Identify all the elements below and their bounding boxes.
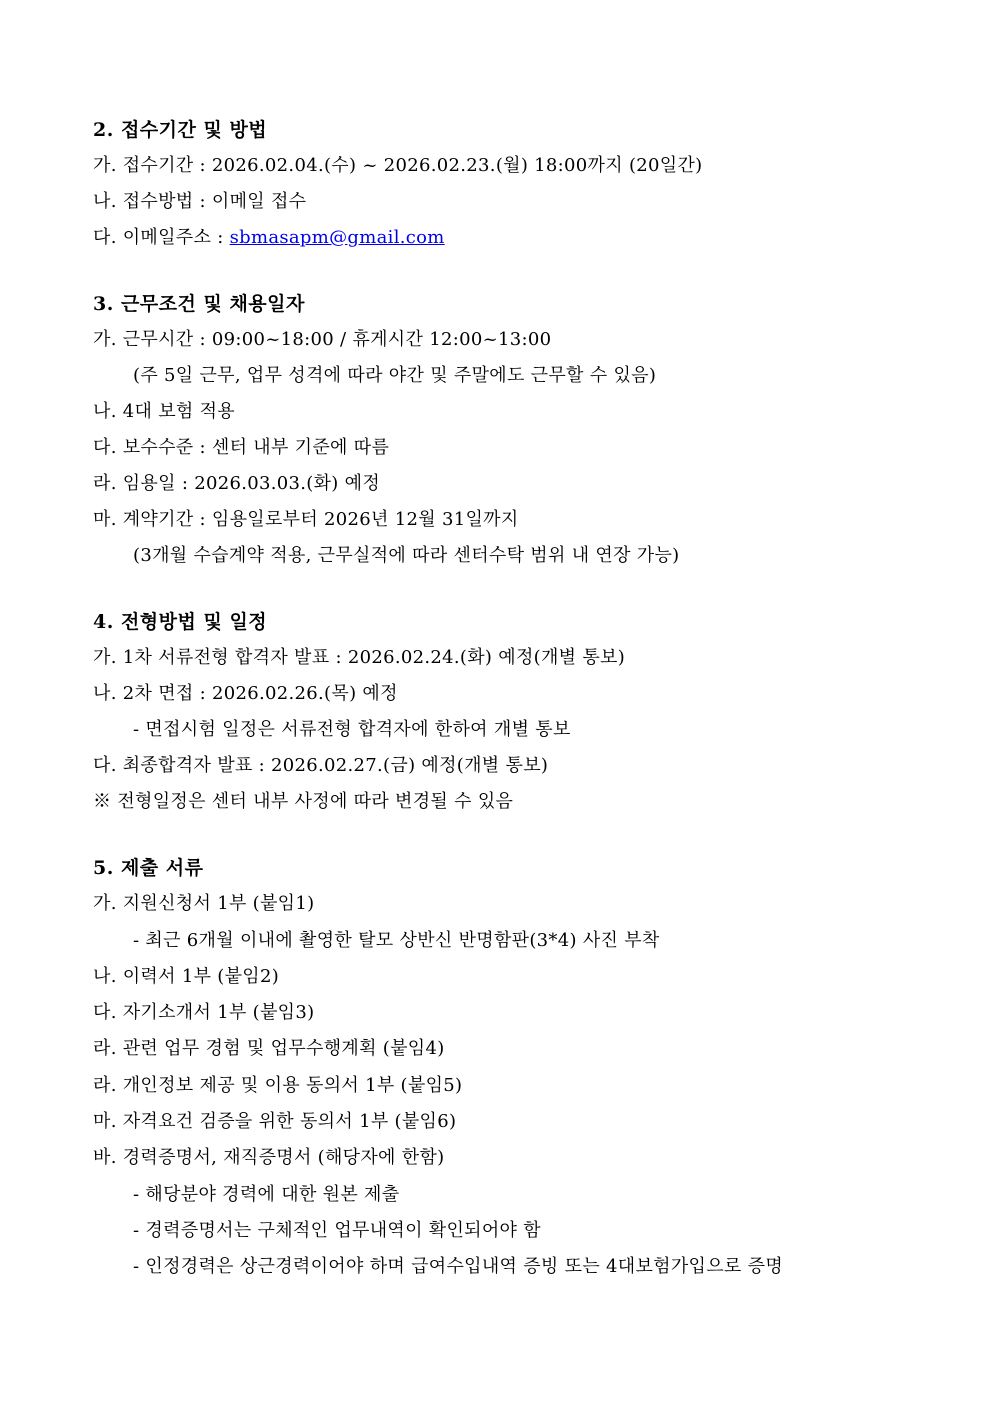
email-link[interactable]: sbmasapm@gmail.com bbox=[229, 227, 445, 248]
list-item: 나. 2차 면접 : 2026.02.26.(목) 예정 bbox=[93, 683, 398, 704]
list-item: 가. 지원신청서 1부 (붙임1) bbox=[93, 893, 315, 915]
section-selection-schedule bbox=[93, 604, 913, 820]
list-item: 다. 자기소개서 1부 (붙임3) bbox=[93, 1002, 315, 1024]
list-subitem: - 면접시험 일정은 서류전형 합격자에 한하여 개별 통보 bbox=[133, 719, 571, 740]
section-work-conditions bbox=[93, 286, 913, 574]
list-item: 라. 관련 업무 경험 및 업무수행계획 (붙임4) bbox=[93, 1038, 445, 1060]
list-subitem: (3개월 수습계약 적용, 근무실적에 따라 센터수탁 범위 내 연장 가능) bbox=[133, 545, 680, 566]
document-page bbox=[93, 112, 913, 1316]
list-item: 라. 개인정보 제공 및 이용 동의서 1부 (붙임5) bbox=[93, 1074, 463, 1096]
section-title: 4. 전형방법 및 일정 bbox=[93, 611, 268, 633]
list-item: 나. 4대 보험 적용 bbox=[93, 401, 235, 422]
list-item: 마. 자격요건 검증을 위한 동의서 1부 (붙임6) bbox=[93, 1111, 457, 1133]
list-item: 다. 최종합격자 발표 : 2026.02.27.(금) 예정(개별 통보) bbox=[93, 755, 549, 776]
note-item: ※ 전형일정은 센터 내부 사정에 따라 변경될 수 있음 bbox=[93, 791, 514, 812]
list-item: 나. 이력서 1부 (붙임2) bbox=[93, 965, 280, 987]
list-item: 나. 접수방법 : 이메일 접수 bbox=[93, 191, 307, 212]
list-subitem: - 인정경력은 상근경력이어야 하며 급여수입내역 증빙 또는 4대보험가입으로 증명 bbox=[133, 1256, 784, 1278]
list-subitem: (주 5일 근무, 업무 성격에 따라 야간 및 주말에도 근무할 수 있음) bbox=[133, 365, 657, 386]
list-item-email bbox=[93, 220, 913, 256]
list-item: 가. 1차 서류전형 합격자 발표 : 2026.02.24.(화) 예정(개별 통보) bbox=[93, 647, 626, 668]
list-item: 라. 임용일 : 2026.03.03.(화) 예정 bbox=[93, 473, 381, 494]
list-item: 다. 보수수준 : 센터 내부 기준에 따름 bbox=[93, 437, 390, 458]
email-label: 다. 이메일주소 : bbox=[93, 227, 230, 248]
list-subitem: - 최근 6개월 이내에 촬영한 탈모 상반신 반명함판(3*4) 사진 부착 bbox=[133, 929, 660, 951]
list-item: 가. 접수기간 : 2026.02.04.(수) ~ 2026.02.23.(월) 18:00까지 (20일간) bbox=[93, 155, 703, 176]
section-title: 5. 제출 서류 bbox=[93, 857, 204, 879]
list-item: 바. 경력증명서, 재직증명서 (해당자에 한함) bbox=[93, 1147, 445, 1169]
list-subitem: - 해당분야 경력에 대한 원본 제출 bbox=[133, 1183, 400, 1205]
section-submission-documents bbox=[93, 850, 913, 1286]
list-item: 가. 근무시간 : 09:00~18:00 / 휴게시간 12:00~13:00 bbox=[93, 329, 552, 350]
section-title: 2. 접수기간 및 방법 bbox=[93, 119, 268, 141]
section-title: 3. 근무조건 및 채용일자 bbox=[93, 293, 305, 315]
list-subitem: - 경력증명서는 구체적인 업무내역이 확인되어야 함 bbox=[133, 1219, 541, 1241]
section-application-period bbox=[93, 112, 913, 256]
list-item: 마. 계약기간 : 임용일로부터 2026년 12월 31일까지 bbox=[93, 509, 519, 530]
